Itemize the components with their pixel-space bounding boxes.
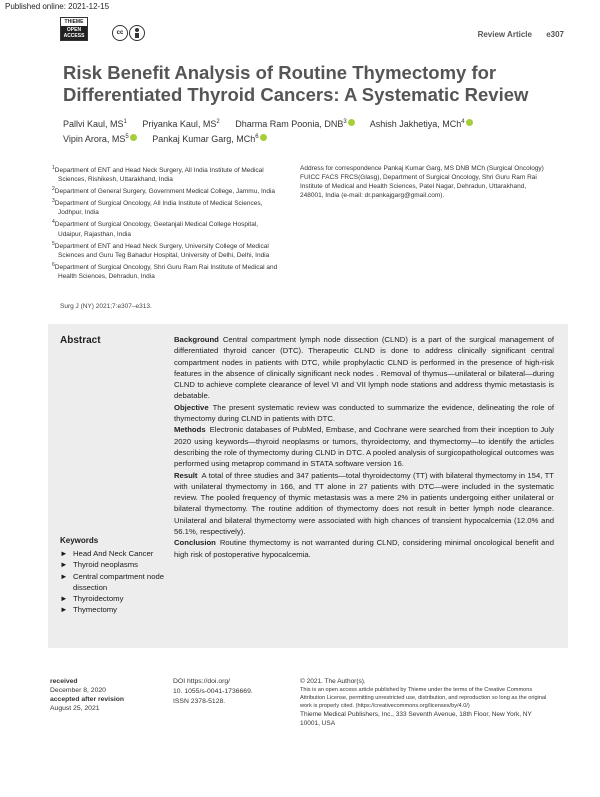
attribution-icon [129, 25, 145, 41]
keyword-text: Thyroid neoplasms [73, 560, 138, 570]
affiliation-number: 6 [52, 261, 55, 268]
author[interactable] [142, 119, 219, 129]
bullet-arrow-icon: ► [60, 605, 68, 615]
abstract-body [174, 334, 554, 560]
author[interactable] [63, 134, 137, 144]
received-date: December 8, 2020 [50, 687, 106, 694]
orcid-icon[interactable] [260, 134, 267, 141]
running-header [466, 30, 564, 39]
section-heading: Conclusion [174, 538, 216, 548]
correspondence-address: Address for correspondence Pankaj Kumar Garg, MS DNB MCh (Surgical Oncology) FUICC FACS FRCS(Glasg), Department of Surgical Oncology, Shri Guru Ram Rai Institute of Medical and Health Sciences, Patel Nagar, Dehradun, Uttarakhand, 248001, India (e-mail: dr.pankajgarg@gmail.com). [300, 165, 544, 199]
affiliation [52, 197, 284, 217]
affiliation-text: Department of General Surgery, Government Medical College, Jammu, India [54, 188, 276, 196]
orcid-icon[interactable] [130, 134, 137, 141]
published-online-date: Published online: 2021-12-15 [5, 2, 110, 11]
affiliations [52, 164, 284, 282]
author[interactable] [370, 119, 473, 129]
affiliation-text: Department of ENT and Head Neck Surgery, University College of Medical Sciences and Guru Teg Bahadur Hospital, University of Delhi, Delhi, India [54, 242, 270, 259]
affiliation [52, 261, 284, 281]
logo-bottom-text: OPEN ACCESS [61, 26, 87, 40]
journal-citation: Surg J (NY) 2021;7:e307–e313. [60, 303, 152, 310]
abstract-objective [174, 402, 554, 425]
publisher-address: Thieme Medical Publishers, Inc., 333 Seventh Avenue, 18th Floor, New York, NY 10001, USA [300, 711, 532, 727]
keyword-item[interactable] [60, 604, 170, 615]
affiliation [52, 185, 284, 196]
thieme-open-access-logo [60, 17, 88, 41]
author-name: Dharma Ram Poonia, DNB [235, 119, 344, 129]
affiliation [52, 240, 284, 260]
author-name: Pankaj Kumar Garg, MCh [152, 134, 256, 144]
affiliation-ref: 1 [123, 119, 127, 125]
abstract-result [174, 470, 554, 538]
orcid-icon[interactable] [348, 119, 355, 126]
article-title: Risk Benefit Analysis of Routine Thymectomy for Differentiated Thyroid Cancers: A Systematic Review [63, 62, 529, 105]
article-type: Review Article [477, 30, 532, 39]
affiliation-number: 1 [52, 165, 55, 171]
keyword-item[interactable] [60, 593, 170, 604]
abstract-conclusion [174, 537, 554, 560]
abstract-heading: Abstract [60, 335, 101, 346]
logo-top-text: THIEME [61, 18, 87, 26]
affiliation-ref: 2 [216, 119, 220, 125]
bullet-arrow-icon: ► [60, 549, 68, 558]
affiliation [52, 164, 284, 184]
accepted-date: August 25, 2021 [50, 705, 100, 712]
section-heading: Objective [174, 402, 209, 412]
keyword-text: Thyroidectomy [73, 594, 124, 604]
keywords-list [60, 548, 170, 616]
article-dates [50, 677, 124, 713]
bullet-arrow-icon: ► [60, 560, 68, 570]
orcid-icon[interactable] [466, 119, 473, 126]
section-heading: Methods [174, 425, 206, 435]
affiliation-ref: 5 [125, 134, 129, 140]
section-heading: Background [174, 335, 219, 344]
section-text: Central compartment lymph node dissection (CLND) is a part of the surgical management of differentiated thyroid cancer (DTC). Therapeutic CLND is done to address clinically significant central compartment nodes in patients with DTC, while prophylactic CLND is performed in the presence of high-risk features in the absence of clinically significant neck nodes . Removal of thymus—unilateral or bilateral—during CLND to achieve complete clearance of level VI and VII lymph node stations and address thymic metastasis is debatable. [174, 335, 554, 401]
page-number: e307 [546, 30, 564, 39]
author-list [63, 116, 553, 146]
doi-link[interactable]: DOI https://doi.org/ [173, 678, 231, 685]
bullet-arrow-icon: ► [60, 571, 68, 581]
accepted-label: accepted after revision [50, 696, 125, 703]
affiliation-ref: 3 [343, 119, 347, 125]
author[interactable] [235, 119, 354, 129]
affiliation-number: 2 [52, 186, 55, 193]
license-text: This is an open access article published by Thieme under the terms of the Creative Commons Attribution License, permitting unrestricted use, distribution, and reproduction so long as the original work is properly cited. (https://creativecommons.org/licenses/by/4.0/) [300, 687, 547, 709]
section-text: A total of three studies and 347 patients—total thyroidectomy (TT) with bilateral thymectomy in 154, TT with unilateral thymectomy in 166, and TT alone in 27 patients with DTC—were included in the systematic review. The pooled frequency of thymic metastasis was a mere 2% in patients undergoing either unilateral or bilateral thymectomy. The routine addition of thymectomy does not result in better lymph node clearance. Unilateral and bilateral thymectomy were associated with high chances of transient hypocalcemia (12.0% and 56.1%, respectively). [174, 470, 554, 537]
affiliation-text: Department of Surgical Oncology, All India Institute of Medical Sciences, Jodhpur, India [54, 200, 263, 217]
issn: ISSN 2378-5128. [173, 698, 226, 705]
affiliation-ref: 4 [461, 119, 465, 125]
keyword-item[interactable] [60, 559, 170, 570]
affiliation-number: 3 [52, 198, 55, 205]
author[interactable] [152, 134, 266, 144]
keyword-text: Central compartment node dissection [73, 571, 165, 592]
author[interactable] [63, 119, 127, 129]
section-text: Electronic databases of PubMed, Embase, and Cochrane were searched from their inception to July 2020 using keywords—thyroid neoplasms or tumors, thyroidectomy, and thymectomy—to identify the articles describing the role of thymectomy during CLND in DTC. A pooled analysis of surgicopathological outcomes was performed using metaprop command in STATA software version 16. [174, 425, 554, 469]
rights-block [300, 677, 550, 728]
affiliation [52, 218, 284, 238]
author-name: Vipin Arora, MS [63, 134, 126, 144]
affiliation-text: Department of Surgical Oncology, Geetanjali Medical College Hospital, Udaipur, Rajasthan, India [54, 221, 259, 238]
copyright-line: © 2021. The Author(s). [300, 678, 366, 685]
doi-block [173, 677, 253, 707]
creative-commons-icon: cc [112, 25, 128, 41]
keyword-text: Head And Neck Cancer [73, 549, 154, 558]
author-name: Priyanka Kaul, MS [142, 119, 217, 129]
keyword-item[interactable] [60, 571, 170, 594]
keywords-heading: Keywords [60, 536, 99, 545]
affiliation-ref: 6 [255, 134, 259, 140]
bullet-arrow-icon: ► [60, 594, 68, 604]
received-label: received [50, 678, 78, 685]
affiliation-text: Department of ENT and Head Neck Surgery, All India Institute of Medical Sciences, Rishikesh, Uttarakhand, India [54, 167, 264, 184]
section-heading: Result [174, 470, 198, 480]
author-name: Ashish Jakhetiya, MCh [369, 119, 462, 129]
keyword-item[interactable] [60, 548, 170, 559]
abstract-methods [174, 424, 554, 469]
keyword-text: Thymectomy [73, 605, 117, 615]
abstract-background [174, 334, 554, 402]
affiliation-number: 4 [52, 219, 55, 226]
section-text: The present systematic review was conducted to summarize the evidence, delineating the role of thymectomy during CLND in patients with DTC. [174, 402, 554, 424]
section-text: Routine thymectomy is not warranted during CLND, considering minimal oncological benefit and high risk of postoperative hypocalcemia. [174, 538, 554, 559]
affiliation-number: 5 [52, 240, 55, 247]
affiliation-text: Department of Surgical Oncology, Shri Guru Ram Rai Institute of Medical and Health Sciences, Dehradun, India [54, 263, 278, 280]
author-name: Pallvi Kaul, MS [63, 119, 124, 129]
doi-number: 10. 1055/s-0041-1736669. [173, 688, 253, 695]
